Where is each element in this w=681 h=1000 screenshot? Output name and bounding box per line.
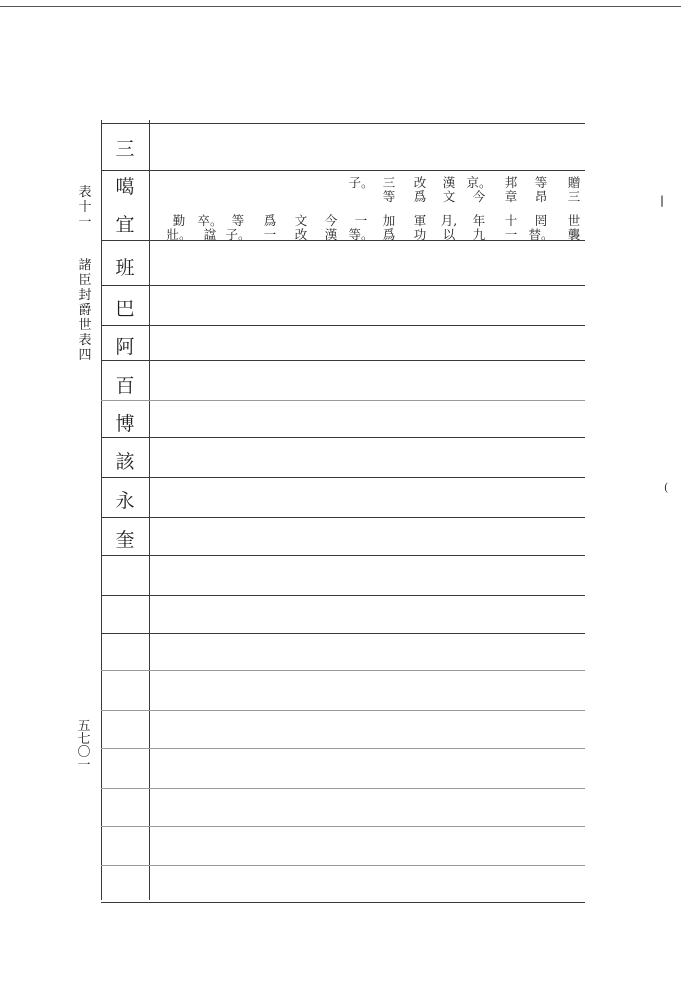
entry-text-column (528, 213, 554, 242)
entry-char: 邦 (504, 175, 518, 190)
row-rule (101, 633, 585, 634)
entry-char: 子。 (225, 227, 251, 242)
row-rule (101, 170, 585, 171)
entry-char: 月, (440, 213, 458, 228)
entry-char: 十 (504, 213, 518, 228)
entry-char: 改 (294, 227, 308, 242)
name-cell: 該 (115, 450, 135, 473)
page-top-rule (0, 6, 681, 7)
entry-text-column (348, 175, 374, 204)
row-rule (101, 788, 585, 789)
name-cell: 阿 (115, 335, 135, 358)
running-title-char: 世 (78, 318, 92, 333)
entry-char: 改 (413, 175, 427, 190)
entry-char: 章 (504, 189, 518, 204)
entry-text-column (533, 176, 549, 204)
entry-char: 勤 (172, 213, 186, 228)
entry-char: 京。 (466, 175, 492, 190)
entry-text-column (166, 213, 192, 242)
entry-char: 諡 (203, 227, 217, 242)
entry-text-column (566, 176, 582, 204)
row-rule (101, 826, 585, 827)
row-rule (101, 595, 585, 596)
row-rule (101, 865, 585, 866)
page-number (74, 720, 94, 772)
name-cell: 三 (115, 137, 135, 160)
scan-mark: | (660, 194, 665, 207)
entry-char: 三 (382, 175, 396, 190)
row-rule (101, 123, 585, 124)
entry-text-column (441, 176, 457, 204)
entry-text-column (412, 176, 428, 204)
entry-char: 壯。 (166, 227, 192, 242)
entry-char: 等 (534, 175, 548, 190)
name-cell: 巴 (115, 297, 135, 320)
running-title-char: 表 (78, 333, 92, 348)
running-title-char: 十 (78, 200, 92, 215)
entry-char: 卒。 (197, 213, 223, 228)
entry-char: 文 (294, 213, 308, 228)
entry-char: 子。 (348, 175, 374, 190)
running-title-char: 四 (78, 348, 92, 363)
entry-char: 一 (504, 227, 518, 242)
entry-char: 一 (354, 213, 368, 228)
running-title-char: 臣 (78, 273, 92, 288)
name-cell: 百 (115, 374, 135, 397)
entry-char: 一 (263, 227, 277, 242)
name-cell: 宜 (115, 213, 135, 236)
entry-char: 年 (472, 213, 486, 228)
entry-char: 世 (567, 213, 581, 228)
entry-char: 爲 (382, 227, 396, 242)
name-cell: 班 (115, 256, 135, 279)
entry-text-column (441, 214, 457, 242)
entry-char: 九 (472, 227, 486, 242)
entry-char: 軍 (413, 213, 427, 228)
running-title-char: 諸 (78, 258, 92, 273)
running-title-char: 表 (78, 185, 92, 200)
entry-text-column (197, 213, 223, 242)
entry-text-column (503, 176, 519, 204)
row-rule (101, 477, 585, 478)
entry-char: 罔 (534, 213, 548, 228)
entry-char: 爲 (413, 189, 427, 204)
name-cell: 博 (115, 412, 135, 435)
entry-text-column (471, 214, 487, 242)
entry-char: 昂 (534, 189, 548, 204)
running-title-char: 封 (78, 288, 92, 303)
entry-text-column (348, 213, 374, 242)
entry-char: 功 (413, 227, 427, 242)
entry-char: 加 (382, 213, 396, 228)
row-rule (101, 710, 585, 711)
entry-char: 贈 (567, 175, 581, 190)
entry-char: 襲 (567, 227, 581, 242)
row-rule (101, 285, 585, 286)
entry-text-column (466, 175, 492, 204)
entry-char: 等 (231, 213, 245, 228)
entry-char: 漢 (442, 175, 456, 190)
entry-text-column (566, 214, 582, 242)
row-rule (101, 360, 585, 361)
entry-char: 今 (472, 189, 486, 204)
page-number-char: 五 (77, 719, 91, 734)
entry-text-column (293, 214, 309, 242)
page-number-char: 七 (77, 732, 91, 747)
name-cell: 噶 (115, 175, 135, 198)
row-rule (101, 325, 585, 326)
row-rule (101, 400, 585, 401)
page-number-char: 一 (77, 758, 91, 773)
row-rule (101, 670, 585, 671)
name-column-divider (149, 120, 150, 900)
page-number-char: 〇 (77, 745, 91, 760)
entry-text-column (323, 214, 339, 242)
entry-text-column (381, 214, 397, 242)
running-title (78, 186, 92, 362)
entry-char: 等。 (348, 227, 374, 242)
entry-char: 替。 (528, 227, 554, 242)
entry-char: 文 (442, 189, 456, 204)
name-cell: 奎 (115, 528, 135, 551)
entry-char: 以 (442, 227, 456, 242)
entry-char: 等 (382, 189, 396, 204)
running-title-char: 爵 (78, 303, 92, 318)
scan-mark: ( (664, 481, 669, 494)
entry-text-column (262, 214, 278, 242)
entry-char: 今 (324, 213, 338, 228)
row-rule (101, 437, 585, 438)
name-cell: 永 (115, 489, 135, 512)
row-rule (101, 748, 585, 749)
entry-text-column (381, 176, 397, 204)
row-rule (101, 555, 585, 556)
entry-text-column (225, 213, 251, 242)
entry-text-column (503, 214, 519, 242)
entry-text-column (412, 214, 428, 242)
entry-char: 漢 (324, 227, 338, 242)
row-rule (101, 517, 585, 518)
row-rule (101, 902, 585, 903)
entry-char: 爲 (263, 213, 277, 228)
running-title-char: 一 (78, 215, 92, 230)
entry-char: 三 (567, 189, 581, 204)
